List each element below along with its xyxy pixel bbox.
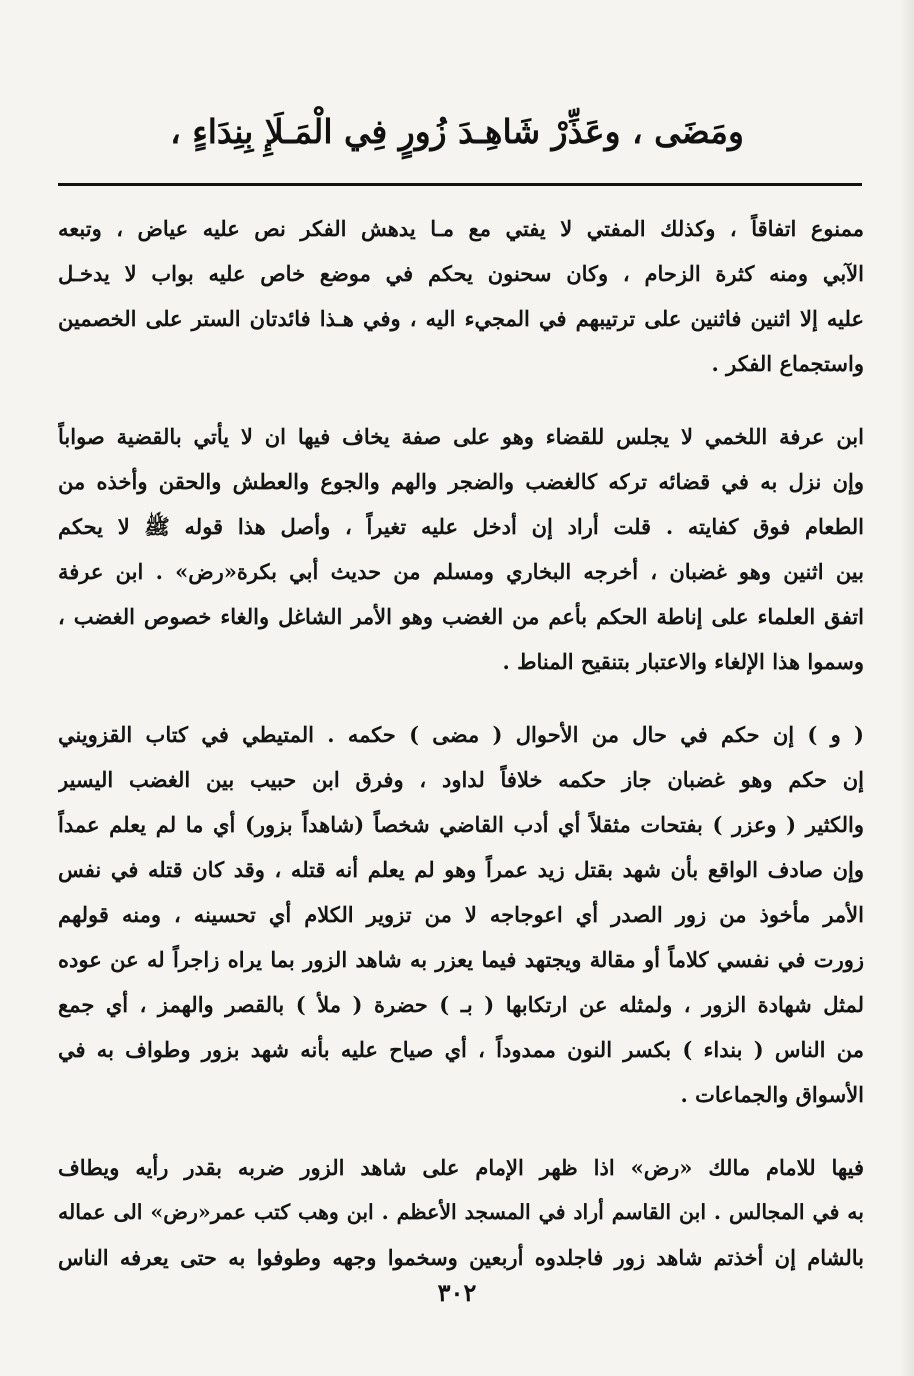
paragraph-2 xyxy=(58,414,864,684)
text-line: بالشام إن أخذتم شاهد زور فاجلدوه أربعين وسخموا وجهه وطوفوا به حتى يعرفه الناس xyxy=(58,1245,864,1270)
text-line: ( و ) إن حكم في حال من الأحوال ( مضى ) حكمه . المتيطي في كتاب القزويني xyxy=(58,722,864,747)
page-edge-shadow xyxy=(900,0,914,1376)
header-divider xyxy=(58,183,862,186)
paragraph-3 xyxy=(58,712,864,1117)
text-line: الطعام فوق كفايته . قلت أراد إن أدخل عليه تغيراً ، وأصل هذا قوله ﷺ لا يحكم xyxy=(58,514,864,539)
text-line: الأمر مأخوذ من زور الصدر أي اعوجاجه لا من تزوير الكلام أي تحسينه ، ومنه قولهم xyxy=(58,902,864,927)
paragraph-gap xyxy=(58,1117,864,1145)
paragraph-gap xyxy=(58,684,864,712)
text-line: وإن نزل به في قضائه تركه كالغضب والضجر والهم والجوع والعطش والحقن وأخذه من xyxy=(58,469,864,494)
text-line: بين اثنين وهو غضبان ، أخرجه البخاري ومسلم من حديث أبي بكرة«رض» . ابن عرفة xyxy=(58,559,864,584)
page-number: ٣٠٢ xyxy=(437,1278,477,1307)
text-line: فيها للامام مالك «رض» اذا ظهر الإمام على شاهد الزور ضربه بقدر رأيه ويطاف xyxy=(58,1155,864,1180)
paragraph-4 xyxy=(58,1145,864,1280)
matn-verse-header: ومَضَى ، وعَذِّرْ شَاهِـدَ زُورٍ فِي الْمَـلَإِ بِنِدَاءٍ ، xyxy=(170,112,744,151)
text-line: والكثير ( وعزر ) بفتحات مثقلاً أي أدب القاضي شخصاً (شاهداً بزور) أي ما لم يعلم عمداً xyxy=(58,812,864,837)
text-line: لمثل شهادة الزور ، ولمثله عن ارتكابها ( بـ ) حضرة ( ملأ ) بالقصر والهمز ، أي جمع xyxy=(58,992,864,1017)
text-line: إن حكم وهو غضبان جاز حكمه خلافاً لداود ، وفرق ابن حبيب بين الغضب اليسير xyxy=(58,767,864,792)
text-line: واستجماع الفكر . xyxy=(711,351,864,376)
text-line: وسموا هذا الإلغاء والاعتبار بتنقيح المناط . xyxy=(502,649,864,674)
text-line: الأسواق والجماعات . xyxy=(680,1082,864,1107)
text-line: من الناس ( بنداء ) بكسر النون ممدوداً ، أي صياح عليه بأنه شهد بزور وطواف به في xyxy=(58,1037,864,1062)
text-line: زورت في نفسي كلاماً أو مقالة ويجتهد فيما يعزر به شاهد الزور بما يراه زاجراً له عن عوده xyxy=(58,947,864,972)
text-line: وإن صادف الواقع بأن شهد بقتل زيد عمراً وهو لم يعلم أنه قتله ، وقد كان قتله في نفس xyxy=(58,857,864,882)
text-line: الآبي ومنه كثرة الزحام ، وكان سحنون يحكم في موضع خاص عليه بواب لا يدخـل xyxy=(58,261,864,286)
text-line: ابن عرفة اللخمي لا يجلس للقضاء وهو على صفة يخاف فيها ان لا يأتي بالقضية صواباً xyxy=(58,424,864,449)
commentary-body xyxy=(58,206,864,1280)
text-line: عليه إلا اثنين فاثنين على ترتيبهم في المجيء اليه ، وفي هـذا فائدتان الستر على الخصمين xyxy=(58,306,864,331)
paragraph-1 xyxy=(58,206,864,386)
text-line: اتفق العلماء على إناطة الحكم بأعم من الغضب وهو الأمر الشاغل والغاء خصوص الغضب ، xyxy=(58,604,864,629)
text-line: به في المجالس . ابن القاسم أراد في المسجد الأعظم . ابن وهب كتب عمر«رض» الى عماله xyxy=(58,1200,864,1224)
text-line: ممنوع اتفاقاً ، وكذلك المفتي لا يفتي مع مـا يدهش الفكر نص عليه عياض ، وتبعه xyxy=(58,216,864,241)
paragraph-gap xyxy=(58,386,864,414)
